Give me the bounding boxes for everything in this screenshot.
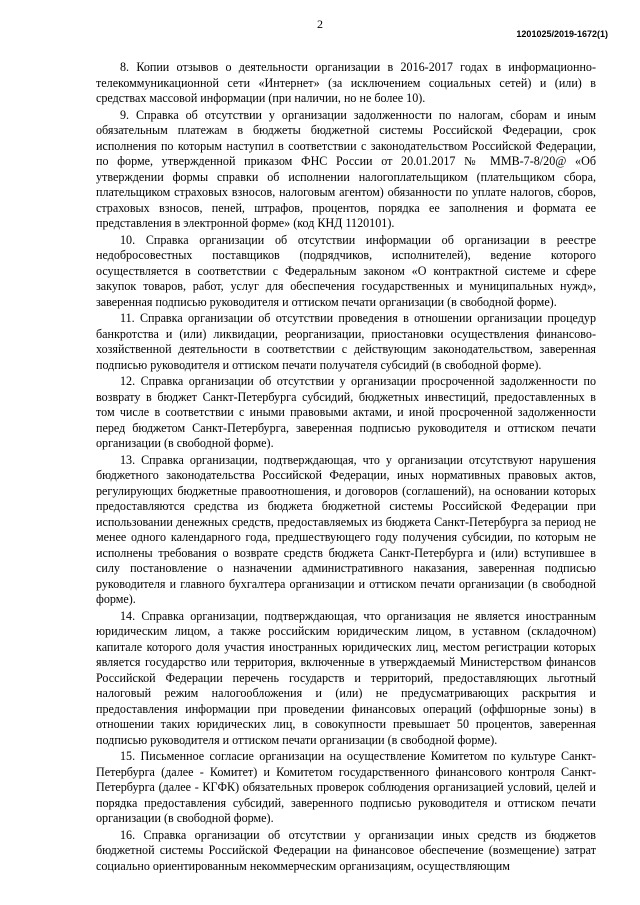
paragraph-item-13: 13. Справка организации, подтверждающая, что у организации отсутствуют нарушения бюджетного законодательства Российской Федерации, иных нормативных правовых актов, регулирующих бюджетные правоотношения, и договоров (соглашений), на основании которых предоставляются средства из бюджета бюджетной системы Российской Федерации при использовании денежных средств, предоставляемых из бюджета Санкт-Петербурга за период не менее одного календарного года, предшествующего году получения субсидии, по которым не исполнены требования о возврате средств бюджета Санкт-Петербурга и (или) вступившее в силу постановление о назначении административного наказания, заверенная подписью руководителя и главного бухгалтера организации и оттиском печати организации (в свободной форме). [96,452,596,606]
page-number: 2 [317,17,323,31]
paragraph-item-14: 14. Справка организации, подтверждающая, что организация не является иностранным юридическим лицом, а также российским юридическим лицом, в уставном (складочном) капитале которого доля участия иностранных юридических лиц, местом регистрации которых является государство или территория, включенные в утверждаемый Министерством финансов Российской Федерации перечень государств и территорий, предоставляющих льготный налоговый режим налогообложения и (или) не предусматривающих раскрытия и предоставления информации при проведении финансовых операций (оффшорные зоны) в отношении таких юридических лиц, в совокупности превышает 50 процентов, заверенная подписью руководителя и оттиском печати организации (в свободной форме). [96,608,596,747]
document-body [96,60,596,875]
paragraph-item-8: 8. Копии отзывов о деятельности организации в 2016-2017 годах в информационно-телекоммуникационной сети «Интернет» (за исключением социальных сетей) и (или) в средствах массовой информации (при наличии, но не более 10). [96,60,596,105]
paragraph-item-10: 10. Справка организации об отсутствии информации об организации в реестре недобросовестных поставщиков (подрядчиков, исполнителей), ведение которого осуществляется в соответствии с Федеральным законом «О контрактной системе и сфере закупок товаров, работ, услуг для обеспечения государственных и муниципальных нужд», заверенная подписью руководителя и оттиском печати организации (в свободной форме). [96,232,596,309]
paragraph-item-11: 11. Справка организации об отсутствии проведения в отношении организации процедур банкротства и (или) ликвидации, реорганизации, приостановки осуществления финансово-хозяйственной деятельности в соответствии с действующим законодательством, заверенная подписью руководителя и оттиском печати получателя субсидий (в свободной форме). [96,311,596,372]
paragraph-item-15: 15. Письменное согласие организации на осуществление Комитетом по культуре Санкт-Петербурга (далее - Комитет) и Комитетом государственного финансового контроля Санкт-Петербурга (далее - КГФК) обязательных проверок соблюдения организацией условий, целей и порядка предоставления субсидий, заверенного подписью руководителя и оттиском печати организации (в свободной форме). [96,749,596,825]
paragraph-item-9: 9. Справка об отсутствии у организации задолженности по налогам, сборам и иным обязательным платежам в бюджеты бюджетной системы Российской Федерации, срок исполнения по которым наступил в соответствии с законодательством Российской Федерации, по форме, утвержденной приказом ФНС России от 20.01.2017 № ММВ-7-8/20@ «Об утверждении формы справки об исполнении налогоплательщиком (плательщиком сбора, плательщиком страховых взносов, налоговым агентом) обязанности по уплате налогов, сборов, страховых взносов, пеней, штрафов, процентов, порядка ее заполнения и формата ее представления в электронной форме» (код КНД 1120101). [96,107,596,230]
document-id: 1201025/2019-1672(1) [516,29,608,39]
paragraph-item-16: 16. Справка организации об отсутствии у организации иных средств из бюджетов бюджетной системы Российской Федерации на финансовое обеспечение (возмещение) затрат социально ориентированным некоммерческим организациям, осуществляющим [96,827,596,873]
paragraph-item-12: 12. Справка организации об отсутствии у организации просроченной задолженности по возврату в бюджет Санкт-Петербурга субсидий, бюджетных инвестиций, предоставленных в том числе в соответствии с иными правовыми актами, и иной просроченной задолженности перед бюджетом Санкт-Петербурга, заверенная подписью руководителя и оттиском печати организации (в свободной форме). [96,374,596,450]
